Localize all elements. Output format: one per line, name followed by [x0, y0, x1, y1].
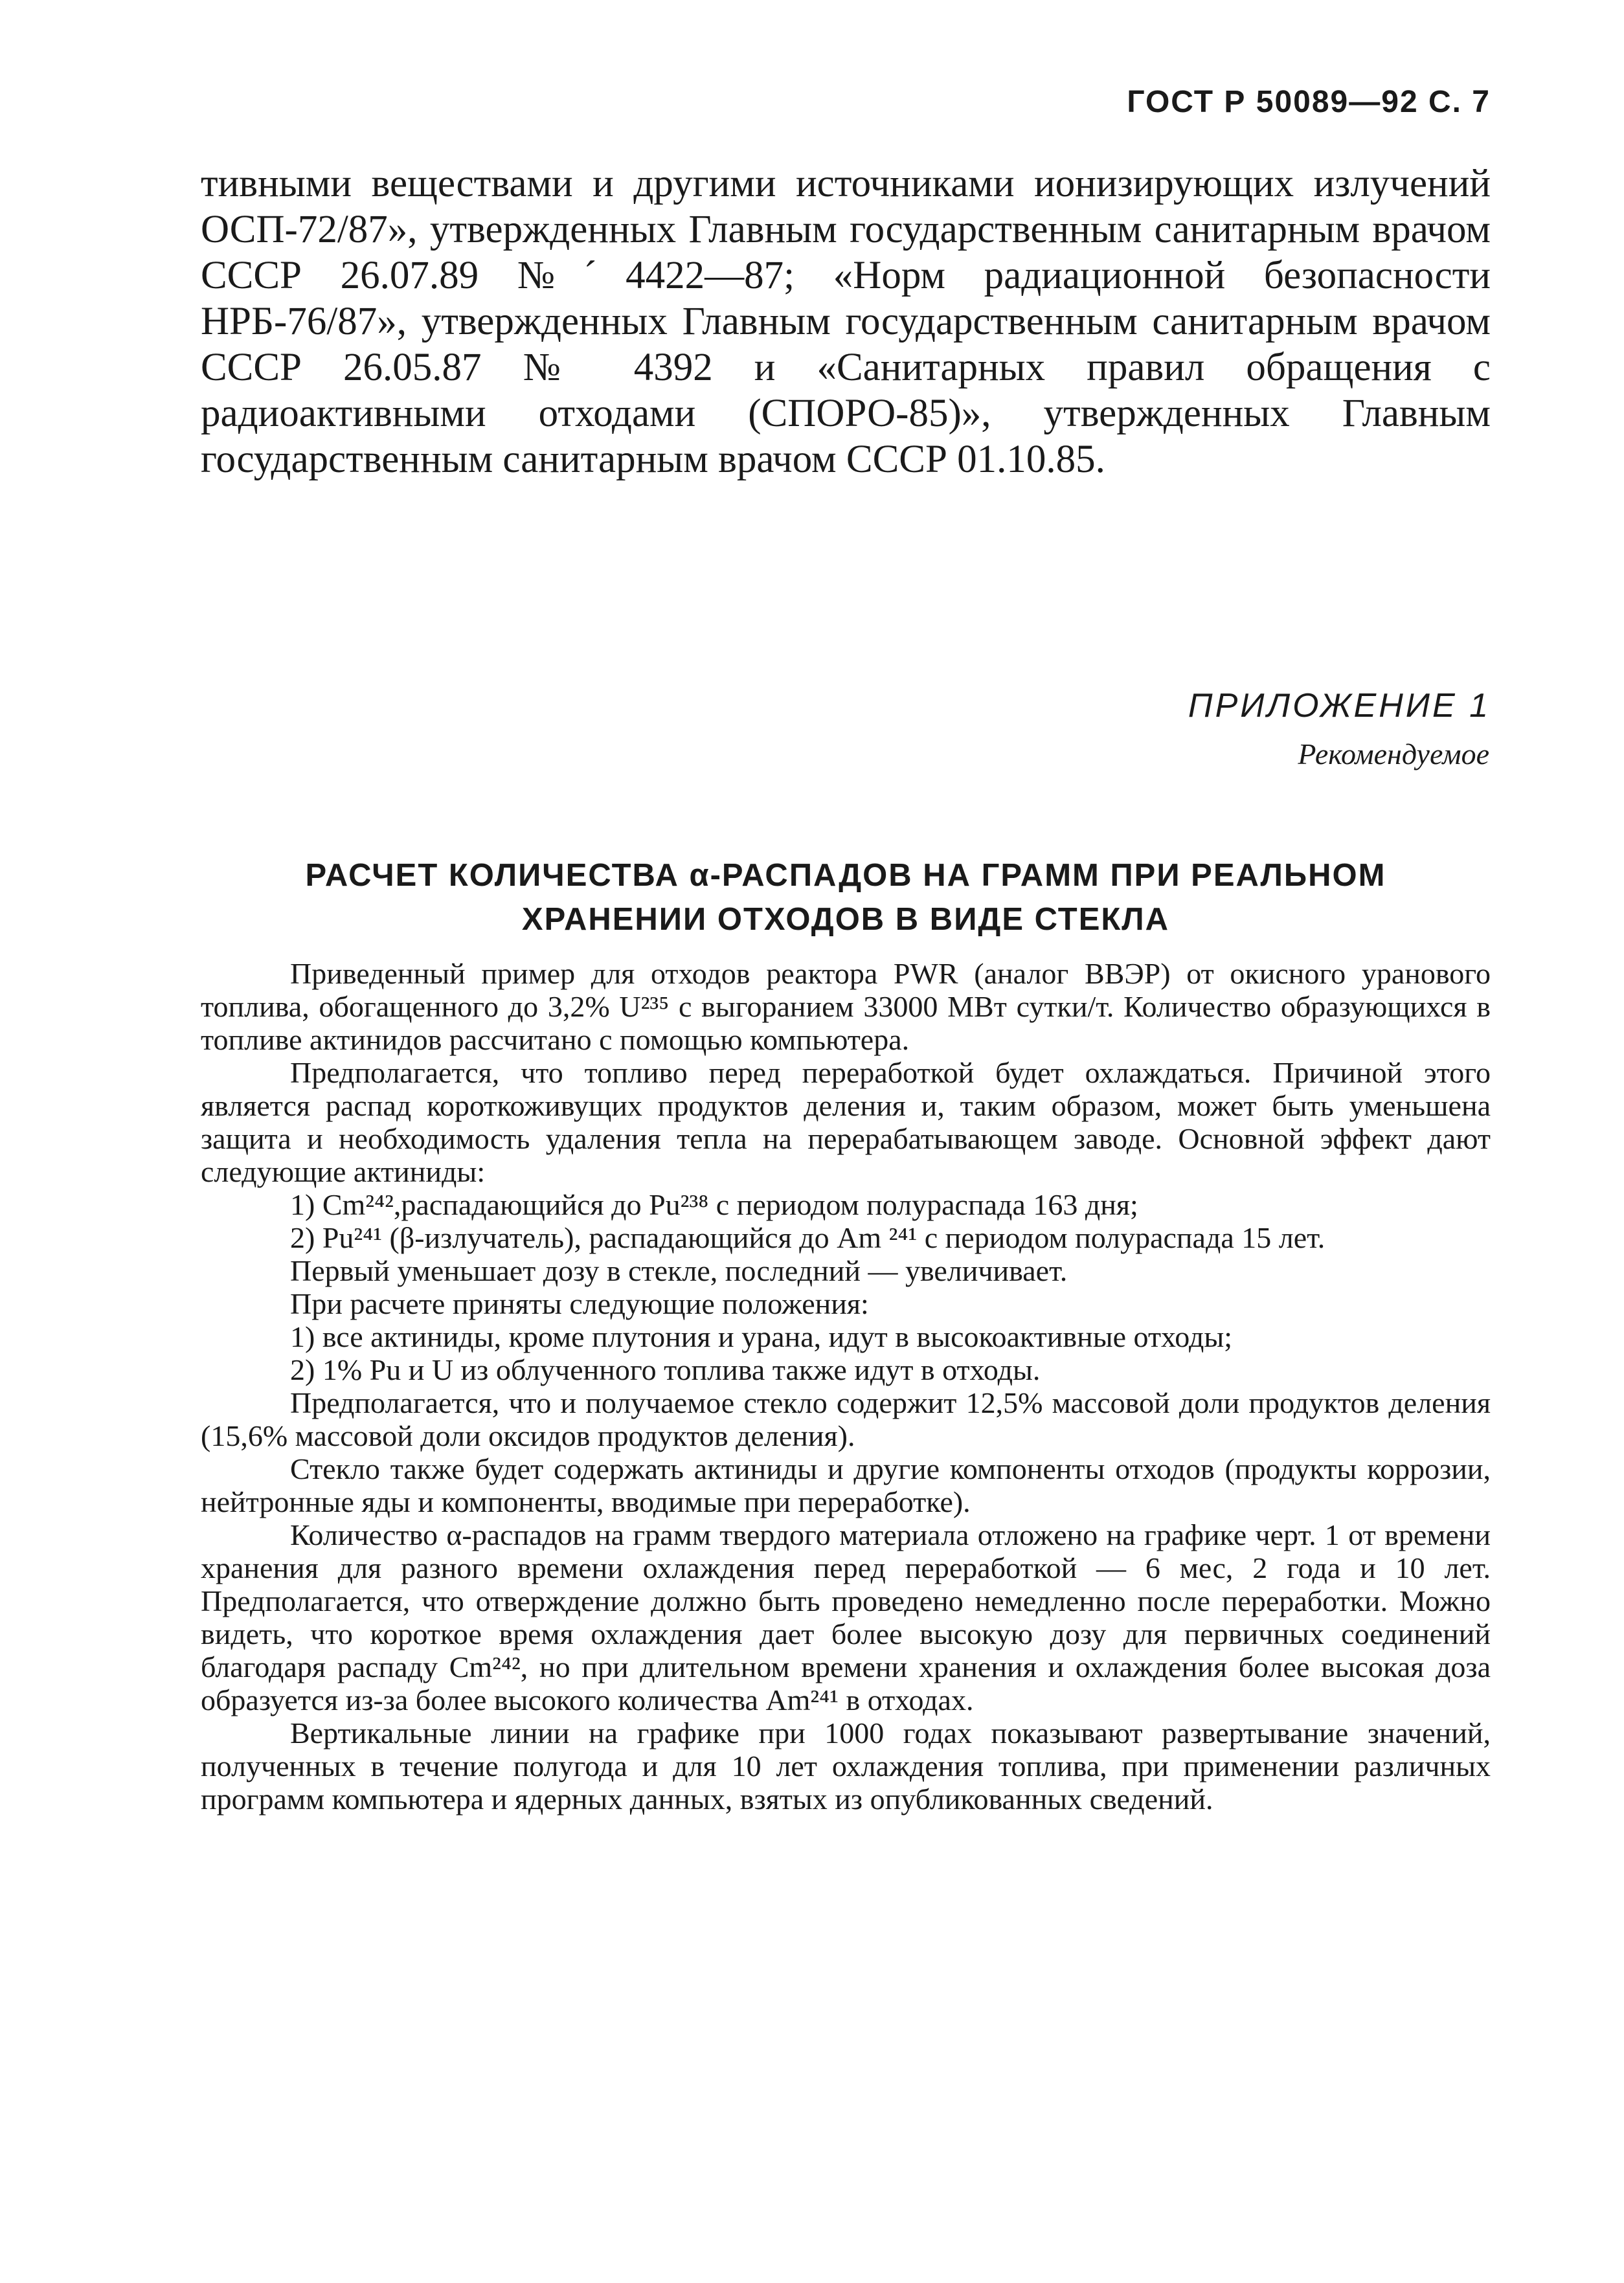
- list-item-actinide-1: 1) Cm²⁴²,распадающийся до Pu²³⁸ с периодом полураспада 163 дня;: [290, 1188, 1138, 1221]
- section-title-line-1: РАСЧЕТ КОЛИЧЕСТВА α-РАСПАДОВ НА ГРАММ ПРИ РЕАЛЬНОМ: [305, 858, 1386, 893]
- paragraph-glass-components: Стекло также будет содержать актиниды и другие компоненты отходов (продукты коррозии, нейтронные яды и компоненты, вводимые при переработке).: [201, 1452, 1491, 1518]
- running-header: ГОСТ Р 50089—92 С. 7: [1127, 85, 1491, 119]
- paragraph-assumptions-intro: При расчете приняты следующие положения:: [290, 1287, 869, 1320]
- body-text: [201, 957, 1491, 1816]
- continuation-paragraph: тивными веществами и другими источниками ионизирующих излучений ОСП-72/87», утвержденных Главным государственным санитарным врачом СССР 26.07.89 №ˊ4422—87; «Норм радиационной безопасности НРБ-76/87», утвержденных Главным государственным санитарным врачом СССР 26.05.87 № 4392 и «Санитарных правил обращения с радиоактивными отходами (СПОРО-85)», утвержденных Главным государственным санитарным врачом СССР 01.10.85.: [201, 162, 1491, 481]
- list-item-assumption-1: 1) все актиниды, кроме плутония и урана, идут в высокоактивные отходы;: [290, 1320, 1233, 1353]
- list-item-assumption-2: 2) 1% Pu и U из облученного топлива также идут в отходы.: [290, 1353, 1041, 1386]
- paragraph-glass-content: Предполагается, что и получаемое стекло содержит 12,5% массовой доли продуктов деления (15,6% массовой доли оксидов продуктов деления).: [201, 1386, 1491, 1452]
- section-title-line-2: ХРАНЕНИИ ОТХОДОВ В ВИДЕ СТЕКЛА: [521, 902, 1170, 937]
- paragraph-alpha-decays: Количество α-распадов на грамм твердого материала отложено на графике черт. 1 от времени хранения для разного времени охлаждения перед переработкой — 6 мес, 2 года и 10 лет. Предполагается, что отверждение должно быть проведено немедленно после переработки. Можно видеть, что короткое время охлаждения дает более высокую дозу для первичных соединений благодаря распаду Cm²⁴², но при длительном времени хранения и охлаждения более высокая доза образуется из-за более высокого количества Am²⁴¹ в отходах.: [201, 1518, 1491, 1716]
- section-title: [201, 853, 1491, 941]
- paragraph-cooling: Предполагается, что топливо перед переработкой будет охлаждаться. Причиной этого является распад короткоживущих продуктов деления и, таким образом, может быть уменьшена защита и необходимость удаления тепла на перерабатывающем заводе. Основной эффект дают следующие актиниды:: [201, 1056, 1491, 1188]
- paragraph-vertical-lines: Вертикальные линии на графике при 1000 годах показывают развертывание значений, полученных в течение полугода и для 10 лет охлаждения топлива, при применении различных программ компьютера и ядерных данных, взятых из опубликованных сведений.: [201, 1716, 1491, 1816]
- appendix-status: Рекомендуемое: [1298, 737, 1489, 770]
- paragraph-example: Приведенный пример для отходов реактора PWR (аналог ВВЭР) от окисного уранового топлива, обогащенного до 3,2% U²³⁵ с выгоранием 33000 МВт сутки/т. Количество образующихся в топливе актинидов рассчитано с помощью компьютера.: [201, 957, 1491, 1056]
- appendix-label: ПРИЛОЖЕНИЕ 1: [1188, 687, 1491, 725]
- paragraph-dose-effect: Первый уменьшает дозу в стекле, последний — увеличивает.: [290, 1254, 1068, 1287]
- list-item-actinide-2: 2) Pu²⁴¹ (β-излучатель), распадающийся до Am ²⁴¹ с периодом полураспада 15 лет.: [290, 1221, 1325, 1254]
